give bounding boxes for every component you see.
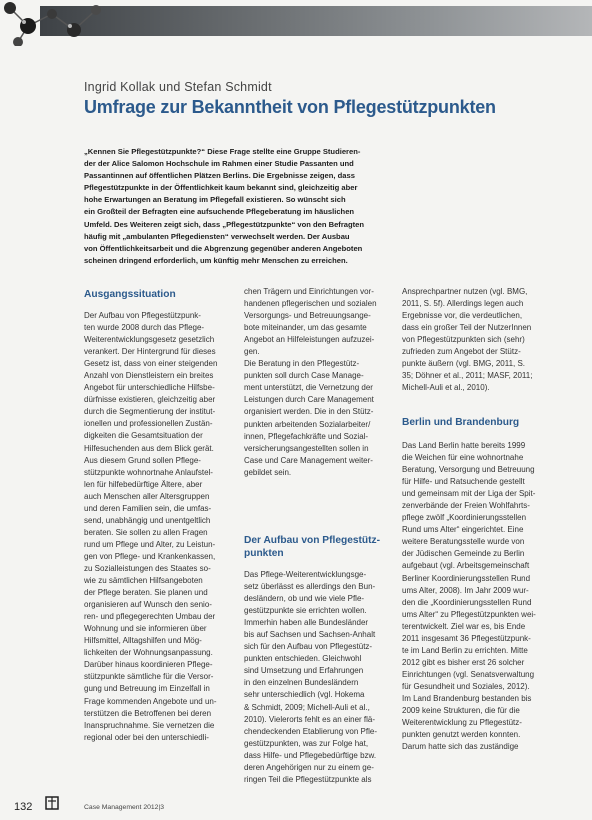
body-text-line: zenverbände der Freien Wohlfahrts-: [402, 501, 530, 511]
body-text-line: gestützpunkten, was zur Folge hat,: [244, 738, 369, 748]
body-text-line: gen.: [244, 347, 260, 357]
body-text-line: ringen Teil die Pflegestützpunkte als: [244, 774, 372, 784]
body-text-line: Frage kommenden Angebote und un-: [84, 696, 217, 706]
body-text-line: Ansprechpartner nutzen (vgl. BMG,: [402, 287, 528, 296]
body-text-line: ment unterstützt, die Vernetzung der: [244, 383, 373, 393]
body-text-line: Angebot an Hilfeleistungen aufzuzei-: [244, 335, 375, 345]
body-text-line: Darüber hinaus koordinieren Pflege-: [84, 660, 213, 670]
column-2-text-bottom: [244, 569, 392, 786]
body-text-line: ums Alter“ zu Pflegestützpunkten wei-: [402, 609, 536, 619]
abstract-line: häufig mit „ambulanten Pflegediensten“ verwechselt werden. Der Ausbau: [84, 231, 350, 241]
article-abstract: [84, 146, 414, 267]
body-text-line: von Pflegestützpunkten sich (sehr): [402, 335, 525, 345]
page-number: 132: [14, 801, 33, 813]
journal-name: Case Management 2012|3: [84, 804, 164, 811]
abstract-line: ein Großteil der Befragten eine aufsuchende Pflegeberatung im häuslichen: [84, 207, 355, 217]
article-title: Umfrage zur Bekanntheit von Pflegestützpunkten: [84, 97, 496, 117]
body-text-line: Weiterentwicklung zu Pflegestütz-: [402, 718, 522, 728]
body-text-line: zu Sozialleistungen des Staates so-: [84, 563, 211, 573]
article-authors: Ingrid Kollak und Stefan Schmidt: [84, 80, 272, 94]
body-text-line: gebildet sein.: [244, 467, 292, 477]
body-text-line: für Gesundheit und Soziales, 2012).: [402, 681, 530, 691]
body-text-line: dürfnisse existieren, gleichzeitig aber: [84, 395, 216, 405]
body-text-line: len für hilfebedürftige Ältere, aber: [84, 479, 203, 489]
body-text-line: chendeckenden Etablierung von Pfle-: [244, 726, 377, 736]
body-text-line: für Hilfe- und Ratsuchende gestellt: [402, 477, 525, 487]
body-text-line: Hilfesuchenden aus dem Blick gerät.: [84, 443, 214, 453]
body-text-line: beraten. Sie sollen zu allen Fragen: [84, 527, 208, 537]
body-text-line: Im Land Brandenburg bestanden bis: [402, 693, 532, 703]
body-text-line: rund um Pflege und Alter, zu Leistun-: [84, 539, 216, 549]
body-text-line: gestützpunkte sie errichten wollen.: [244, 606, 367, 616]
abstract-line: Pflegestützpunkte in der Öffentlichkeit kaum bekannt sind, gleichzeitig aber: [84, 183, 358, 193]
header-molecule-graphic: [0, 0, 130, 46]
body-text-line: auch Menschen aller Altersgruppen: [84, 491, 210, 501]
body-text-line: Weiterentwicklungsgesetz gesetzlich: [84, 335, 215, 345]
header-band: [0, 0, 592, 46]
body-text-line: versicherungsangestellten sollen in: [244, 443, 369, 453]
body-text-line: Ergebnisse vor, die verdeutlichen,: [402, 311, 523, 321]
abstract-line: von Öffentlichkeitsarbeit und die Abgrenzung gegenüber anderen Angeboten: [84, 243, 363, 253]
body-text-line: gen von Pflege- und Krankenkassen,: [84, 551, 216, 561]
body-text-line: 2009 keine Strukturen, die für die: [402, 706, 520, 716]
body-text-line: Versorgungs- und Betreuungsange-: [244, 311, 371, 321]
body-text-line: regional oder bei den unterschiedli-: [84, 732, 209, 742]
column-3-text-bottom: [402, 440, 550, 753]
body-text-line: durch die Segmentierung der institut-: [84, 407, 216, 417]
body-text-line: sehr unterschiedlich (vgl. Hokema: [244, 690, 365, 700]
body-text-line: Anzahl von Dienstleistern ein breites: [84, 371, 214, 381]
body-text-line: Inanspruchnahme. Sie vernetzen die: [84, 720, 215, 730]
body-text-line: und gemeinsam mit der Liga der Spit-: [402, 489, 536, 499]
body-text-line: dass Hilfe- und Pflegebedürftige bzw.: [244, 750, 377, 760]
abstract-line: Umfeld. Des Weiteren zeigt sich, dass „Pflegestützpunkte“ von den Befragten: [84, 219, 365, 229]
body-text-line: Die Beratung in den Pflegestütz-: [244, 359, 360, 369]
body-text-line: aufgebaut (vgl. Arbeitsgemeinschaft: [402, 561, 530, 571]
column-3-text-top: [402, 286, 550, 394]
heading-aufbau: [244, 534, 380, 560]
body-text-line: 35; Döhner et al., 2011; MASF, 2011;: [402, 371, 533, 381]
body-text-line: setz überlässt es allerdings den Bun-: [244, 582, 376, 592]
body-text-line: 2011 insgesamt 36 Pflegestützpunk-: [402, 633, 531, 643]
body-text-line: send, unabhängig und unentgeltlich: [84, 515, 211, 525]
body-text-line: terentwickelt. Ziel war es, bis Ende: [402, 621, 526, 631]
body-text-line: Aus diesem Grund sollen Pflege-: [84, 455, 201, 465]
body-text-line: bote miteinander, um das gesamte: [244, 323, 367, 333]
body-text-line: ren- und pflegegerechten Umbau der: [84, 612, 216, 622]
abstract-line: scheinen dringend erforderlich, um künftig mehr Menschen zu erreichen.: [84, 255, 348, 265]
body-text-line: organisiert werden. Die in den Stütz-: [244, 407, 374, 417]
abstract-line: „Kennen Sie Pflegestützpunkte?“ Diese Frage stellte eine Gruppe Studieren-: [84, 147, 361, 156]
body-text-line: punkten entschieden. Gleichwohl: [244, 654, 362, 664]
body-text-line: organisieren auf Wunsch den senio-: [84, 600, 212, 610]
body-text-line: sich für den Aufbau von Pflegestütz-: [244, 642, 373, 652]
body-text-line: ten wurde 2008 durch das Pflege-: [84, 323, 205, 333]
body-text-line: ums Alter, 2008). Im Jahr 2009 wur-: [402, 585, 529, 595]
abstract-line: der der Alice Salomon Hochschule im Rahmen einer Studie Passanten und: [84, 159, 354, 169]
heading-ausgangssituation: Ausgangssituation: [84, 289, 176, 300]
body-text-line: Einrichtungen (vgl. Senatsverwaltung: [402, 669, 535, 679]
body-text-line: der Pflege beraten. Sie planen und: [84, 588, 208, 598]
body-text-line: punkten genutzt werden konnten.: [402, 730, 521, 740]
body-text-line: bis auf Sachsen und Sachsen-Anhalt: [244, 630, 376, 640]
body-text-line: weitere Beratungsstelle wurde von: [402, 537, 525, 547]
body-text-line: punkten soll durch Case Manage-: [244, 371, 364, 381]
body-text-line: Case und Care Management weiter-: [244, 455, 373, 465]
body-text-line: digkeiten die Gesamtsituation der: [84, 431, 203, 441]
body-text-line: und deren Familien sein, die umfas-: [84, 503, 212, 513]
body-text-line: chen Trägern und Einrichtungen vor-: [244, 287, 374, 296]
body-text-line: die Weichen für eine wohnortnahe: [402, 453, 524, 463]
body-text-line: Das Pflege-Weiterentwicklungsge-: [244, 570, 367, 579]
body-text-line: stützpunkte wohnortnahe Anlaufstel-: [84, 467, 213, 477]
body-text-line: dass ein großer Teil der NutzerInnen: [402, 323, 532, 333]
body-text-line: & Schmidt, 2009; Michell-Auli et al.,: [244, 702, 370, 712]
body-text-line: Hilfsmittel, Alltagshilfen und Mög-: [84, 636, 202, 646]
body-text-line: Rund ums Alter“ eingerichtet. Eine: [402, 525, 524, 535]
body-text-line: sind Umsetzung und Erfahrungen: [244, 666, 364, 676]
body-text-line: Angebot für unterschiedliche Hilfsbe-: [84, 383, 215, 393]
abstract-line: Passantinnen auf öffentlichen Plätzen Berlins. Die Ergebnisse zeigen, dass: [84, 171, 355, 181]
body-text-line: innen, Pflegefachkräfte und Sozial-: [244, 431, 369, 441]
body-text-line: te im Land Berlin zu errichten. Mitte: [402, 645, 528, 655]
heading-aufbau-line2: punkten: [244, 548, 284, 559]
body-text-line: handenen pflegerischen und sozialen: [244, 299, 377, 309]
body-text-line: 2011, S. 5f). Allerdings legen auch: [402, 299, 524, 309]
column-2-text-top: [244, 286, 392, 479]
body-text-line: verankert. Der Hintergrund für dieses: [84, 347, 216, 357]
body-text-line: Der Aufbau von Pflegestützpunk-: [84, 311, 201, 320]
body-text-line: Berliner Koordinierungsstellen Rund: [402, 573, 531, 583]
body-text-line: wie zu sämtlichen Hilfsangeboten: [84, 576, 203, 586]
body-text-line: Gesetz ist, dass von einer steigenden: [84, 359, 218, 369]
abstract-line: hohe Erwartungen an Beratung im Pflegefall existieren. So wünscht sich: [84, 195, 346, 205]
column-1-text: [84, 310, 232, 744]
body-text-line: deren Angehörigen nur zu einem ge-: [244, 762, 374, 772]
body-text-line: 2010). Vielerorts fehlt es an einer flä-: [244, 714, 376, 724]
body-text-line: Wohnung und sie informieren über: [84, 624, 207, 634]
body-text-line: punkte äußern (vgl. BMG, 2011, S.: [402, 359, 526, 369]
body-text-line: gung und Betreuung im Einzelfall in: [84, 684, 210, 694]
body-text-line: den die „Koordinierungsstellen Rund: [402, 597, 532, 607]
body-text-line: der Jüdischen Gemeinde zu Berlin: [402, 549, 525, 559]
body-text-line: Leistungen durch Care Management: [244, 395, 374, 405]
body-text-line: pflege zwölf „Koordinierungsstellen: [402, 513, 527, 523]
body-text-line: terstützen die Betroffenen bei deren: [84, 708, 212, 718]
body-text-line: zufrieden zum Angebot der Stütz-: [402, 347, 521, 357]
body-text-line: Beratung, Versorgung und Betreuung: [402, 465, 535, 475]
body-text-line: Darum hatte sich das zuständige: [402, 742, 519, 752]
body-text-line: desländern, ob und wie viele Pfle-: [244, 594, 365, 604]
body-text-line: stützpunkte sämtliche für die Versor-: [84, 672, 214, 682]
body-text-line: in den einzelnen Bundesländern: [244, 678, 359, 688]
body-text-line: lichkeiten der Wohnungsanpassung.: [84, 648, 213, 658]
body-text-line: Das Land Berlin hatte bereits 1999: [402, 441, 526, 450]
heading-berlin-brandenburg: Berlin und Brandenburg: [402, 417, 520, 428]
heading-aufbau-line1: Der Aufbau von Pflegestütz-: [244, 535, 381, 546]
body-text-line: Michell-Auli et al., 2010).: [402, 383, 490, 393]
body-text-line: Immerhin haben alle Bundesländer: [244, 618, 369, 628]
footer-book-icon: [44, 795, 60, 811]
body-text-line: punkten arbeitenden Sozialarbeiter/: [244, 419, 371, 429]
body-text-line: 2012 gibt es bisher erst 26 solcher: [402, 657, 525, 667]
body-text-line: ionellen und professionellen Zustän-: [84, 419, 213, 429]
